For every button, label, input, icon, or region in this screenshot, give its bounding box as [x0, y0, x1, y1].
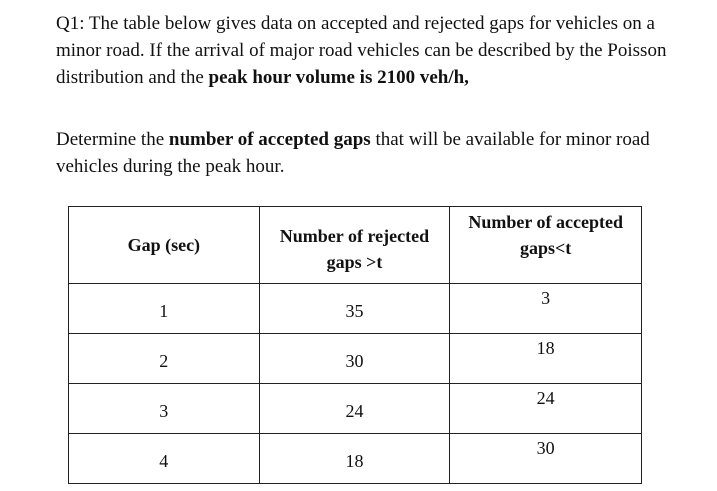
cell-accepted: 30: [450, 434, 642, 484]
table-row: [69, 384, 642, 434]
cell-gap: 3: [69, 384, 260, 434]
instruction-line-1-pre: Determine the: [56, 129, 169, 150]
table-header-row: [69, 207, 642, 284]
instruction-line-2: vehicles during the peak hour.: [56, 156, 285, 177]
cell-rejected: 30: [259, 334, 450, 384]
question-line-3-text: distribution and the: [56, 67, 209, 88]
header-accepted-line-2: gaps<t: [520, 238, 572, 258]
cell-gap: 2: [69, 334, 260, 384]
question-line-1: Q1: The table below gives data on accepted and rejected gaps for vehicles on a: [56, 13, 655, 34]
cell-rejected: 18: [259, 434, 450, 484]
header-accepted-line-1: Number of accepted: [468, 212, 623, 232]
header-rejected: [259, 207, 450, 284]
cell-rejected: 24: [259, 384, 450, 434]
table-row: [69, 334, 642, 384]
gap-data-table: [68, 206, 642, 484]
question-line-2: minor road. If the arrival of major road vehicles can be described by the Poisson: [56, 40, 667, 61]
header-gap-text: Gap (sec): [127, 235, 201, 255]
cell-accepted: 18: [450, 334, 642, 384]
header-rejected-line-1: Number of rejected: [279, 226, 430, 246]
cell-gap: 1: [69, 284, 260, 334]
table-row: [69, 434, 642, 484]
instruction-line-1-post: that will be available for minor road: [370, 129, 650, 150]
instruction-line-1: [56, 126, 706, 153]
header-rejected-line-2: gaps >t: [326, 252, 383, 272]
question-paragraph: [56, 10, 706, 91]
cell-rejected: 35: [259, 284, 450, 334]
peak-volume-emphasis: peak hour volume is 2100 veh/h,: [208, 67, 469, 88]
cell-accepted: 24: [450, 384, 642, 434]
cell-accepted: 3: [450, 284, 642, 334]
cell-gap: 4: [69, 434, 260, 484]
table-row: [69, 284, 642, 334]
instruction-paragraph: [56, 126, 706, 180]
header-gap: [69, 207, 260, 284]
accepted-gaps-emphasis: number of accepted gaps: [168, 129, 371, 150]
question-line-3: [56, 64, 706, 91]
header-accepted: [450, 207, 642, 284]
